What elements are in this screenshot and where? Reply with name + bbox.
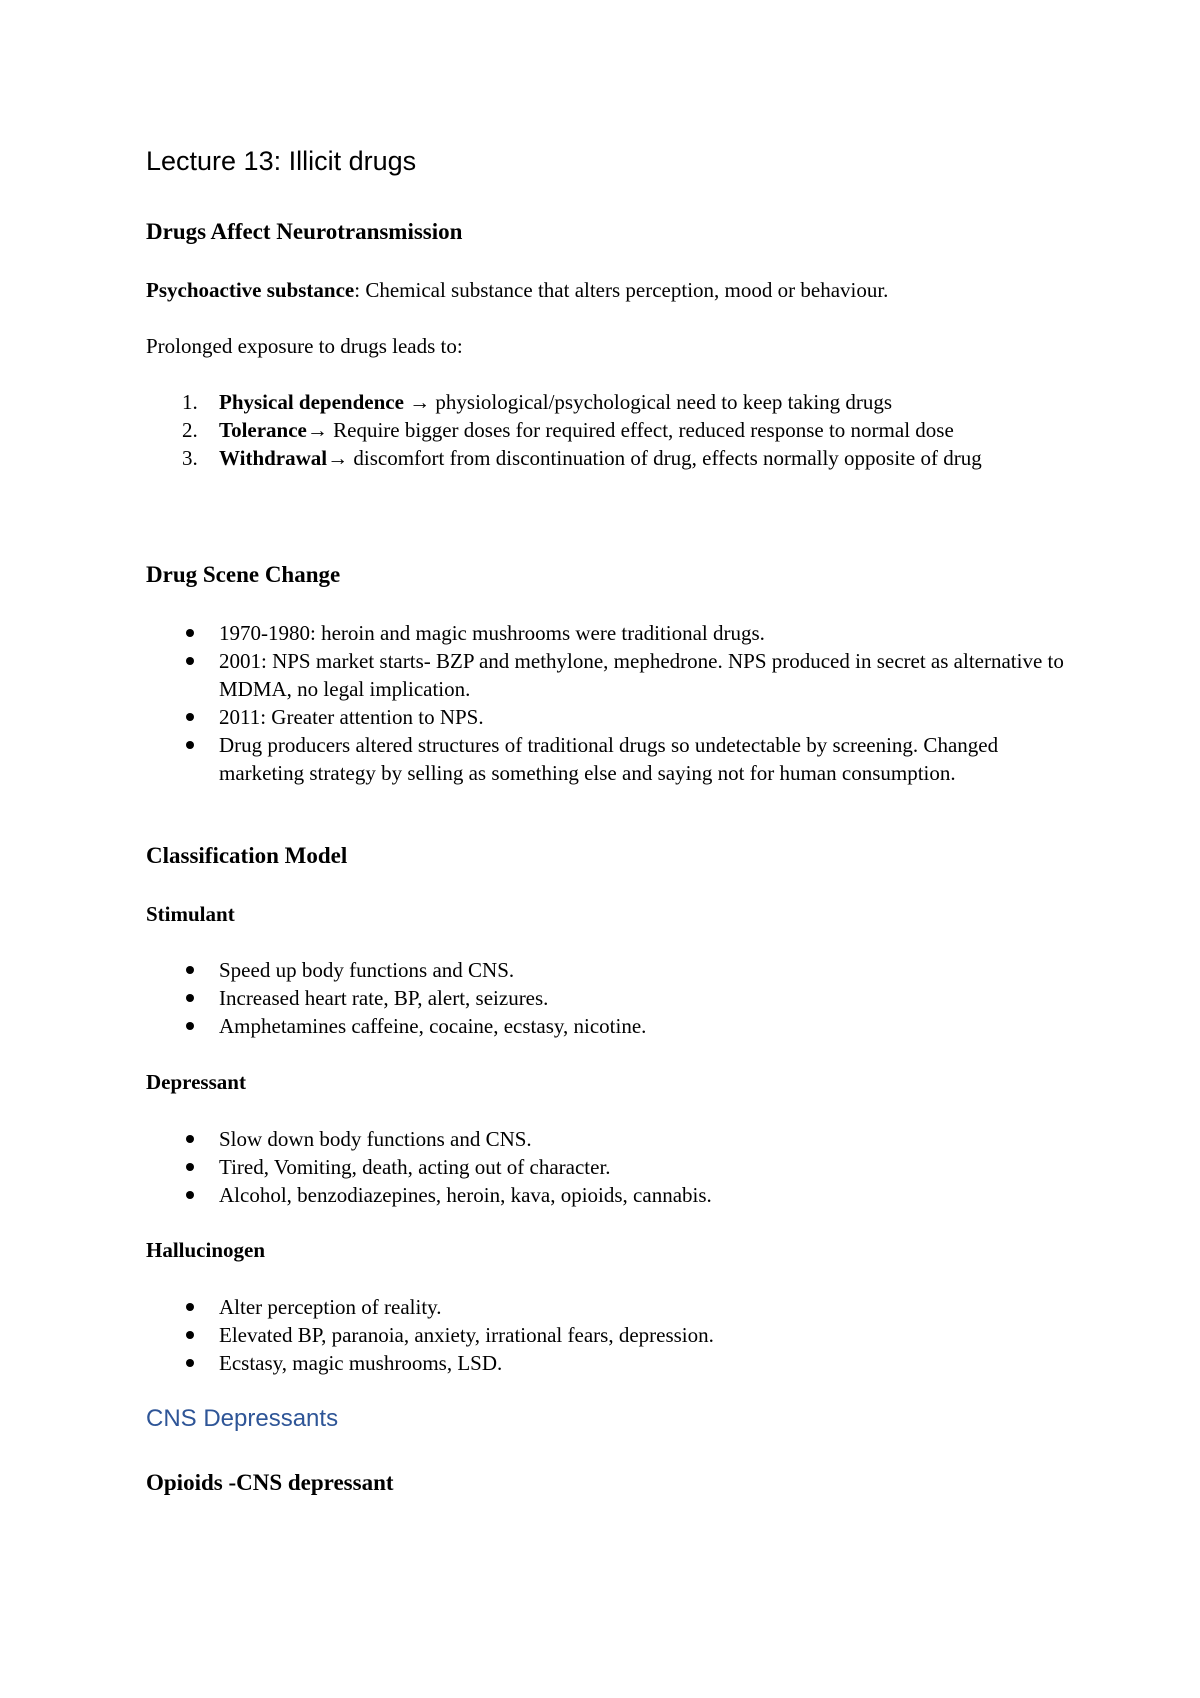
bullet-icon: [186, 1303, 194, 1311]
definition-text: : Chemical substance that alters perception, mood or behaviour.: [354, 278, 889, 302]
list-item: [146, 1181, 1086, 1209]
list-item: [146, 1293, 1086, 1321]
item-term: Withdrawal: [219, 446, 328, 470]
bullet-icon: [186, 1191, 194, 1199]
list-item: [146, 388, 1086, 416]
list-number: 3.: [182, 446, 198, 470]
list-item-text: 2011: Greater attention to NPS.: [219, 705, 484, 729]
subheading-stimulant: Stimulant: [146, 902, 235, 926]
bullet-icon: [186, 629, 194, 637]
list-item-text: Tired, Vomiting, death, acting out of character.: [219, 1155, 611, 1179]
subheading-hallucinogen: Hallucinogen: [146, 1238, 266, 1262]
heading-drug-scene-change: Drug Scene Change: [146, 562, 341, 587]
effects-numbered-list: [146, 388, 1086, 472]
item-term: Tolerance: [219, 418, 307, 442]
list-item-text: Alcohol, benzodiazepines, heroin, kava, opioids, cannabis.: [219, 1183, 712, 1207]
item-text: Require bigger doses for required effect, reduced response to normal dose: [333, 418, 954, 442]
bullet-icon: [186, 713, 194, 721]
list-item: [146, 1012, 1086, 1040]
list-item: [146, 1153, 1086, 1181]
list-item: [146, 1125, 1086, 1153]
bullet-icon: [186, 1331, 194, 1339]
heading-drugs-affect-neurotransmission: Drugs Affect Neurotransmission: [146, 219, 463, 244]
definition-term: Psychoactive substance: [146, 278, 355, 302]
prolonged-exposure-intro: Prolonged exposure to drugs leads to:: [146, 334, 463, 358]
list-item-text: Increased heart rate, BP, alert, seizures.: [219, 986, 549, 1010]
item-text: discomfort from discontinuation of drug, effects normally opposite of drug: [353, 446, 982, 470]
list-item-text: Ecstasy, magic mushrooms, LSD.: [219, 1351, 503, 1375]
list-item-text: Amphetamines caffeine, cocaine, ecstasy, nicotine.: [219, 1014, 647, 1038]
list-item: [146, 703, 1086, 731]
list-item: [146, 731, 1086, 787]
list-item: [146, 619, 1086, 647]
bullet-icon: [186, 1135, 194, 1143]
bullet-icon: [186, 1022, 194, 1030]
list-item-text: Elevated BP, paranoia, anxiety, irrational fears, depression.: [219, 1323, 714, 1347]
bullet-icon: [186, 1359, 194, 1367]
subheading-depressant: Depressant: [146, 1070, 246, 1094]
heading-cns-depressants: CNS Depressants: [146, 1405, 339, 1432]
stimulant-list: [146, 956, 1086, 1040]
drug-scene-list: [146, 619, 1086, 787]
list-item-text: Slow down body functions and CNS.: [219, 1127, 532, 1151]
item-text: physiological/psychological need to keep taking drugs: [435, 390, 893, 414]
list-number: 2.: [182, 418, 198, 442]
heading-classification-model: Classification Model: [146, 843, 348, 868]
item-term: Physical dependence: [219, 390, 404, 414]
list-item-text: Drug producers altered structures of traditional drugs so undetectable by screening. Changed marketing strategy by selling as something else and saying not for human consumption.: [219, 733, 999, 785]
list-item: [146, 956, 1086, 984]
psychoactive-definition: [146, 276, 1086, 306]
bullet-icon: [186, 1163, 194, 1171]
list-item: [146, 984, 1086, 1012]
depressant-list: [146, 1125, 1086, 1209]
hallucinogen-list: [146, 1293, 1086, 1377]
list-item-text: 2001: NPS market starts- BZP and methylone, mephedrone. NPS produced in secret as alternative to MDMA, no legal implication.: [219, 649, 1064, 701]
list-item-text: Speed up body functions and CNS.: [219, 958, 515, 982]
list-item: [146, 444, 1086, 472]
bullet-icon: [186, 741, 194, 749]
list-number: 1.: [182, 390, 198, 414]
list-item-text: Alter perception of reality.: [219, 1295, 442, 1319]
list-item: [146, 1321, 1086, 1349]
arrow-symbol: →: [403, 390, 436, 414]
arrow-symbol: →: [306, 418, 334, 442]
heading-opioids: Opioids -CNS depressant: [146, 1470, 394, 1495]
list-item: [146, 647, 1086, 703]
list-item-text: 1970-1980: heroin and magic mushrooms were traditional drugs.: [219, 621, 765, 645]
list-item: [146, 416, 1086, 444]
bullet-icon: [186, 994, 194, 1002]
bullet-icon: [186, 966, 194, 974]
list-item: [146, 1349, 1086, 1377]
bullet-icon: [186, 657, 194, 665]
document-title: Lecture 13: Illicit drugs: [146, 146, 417, 176]
arrow-symbol: →: [327, 446, 354, 470]
